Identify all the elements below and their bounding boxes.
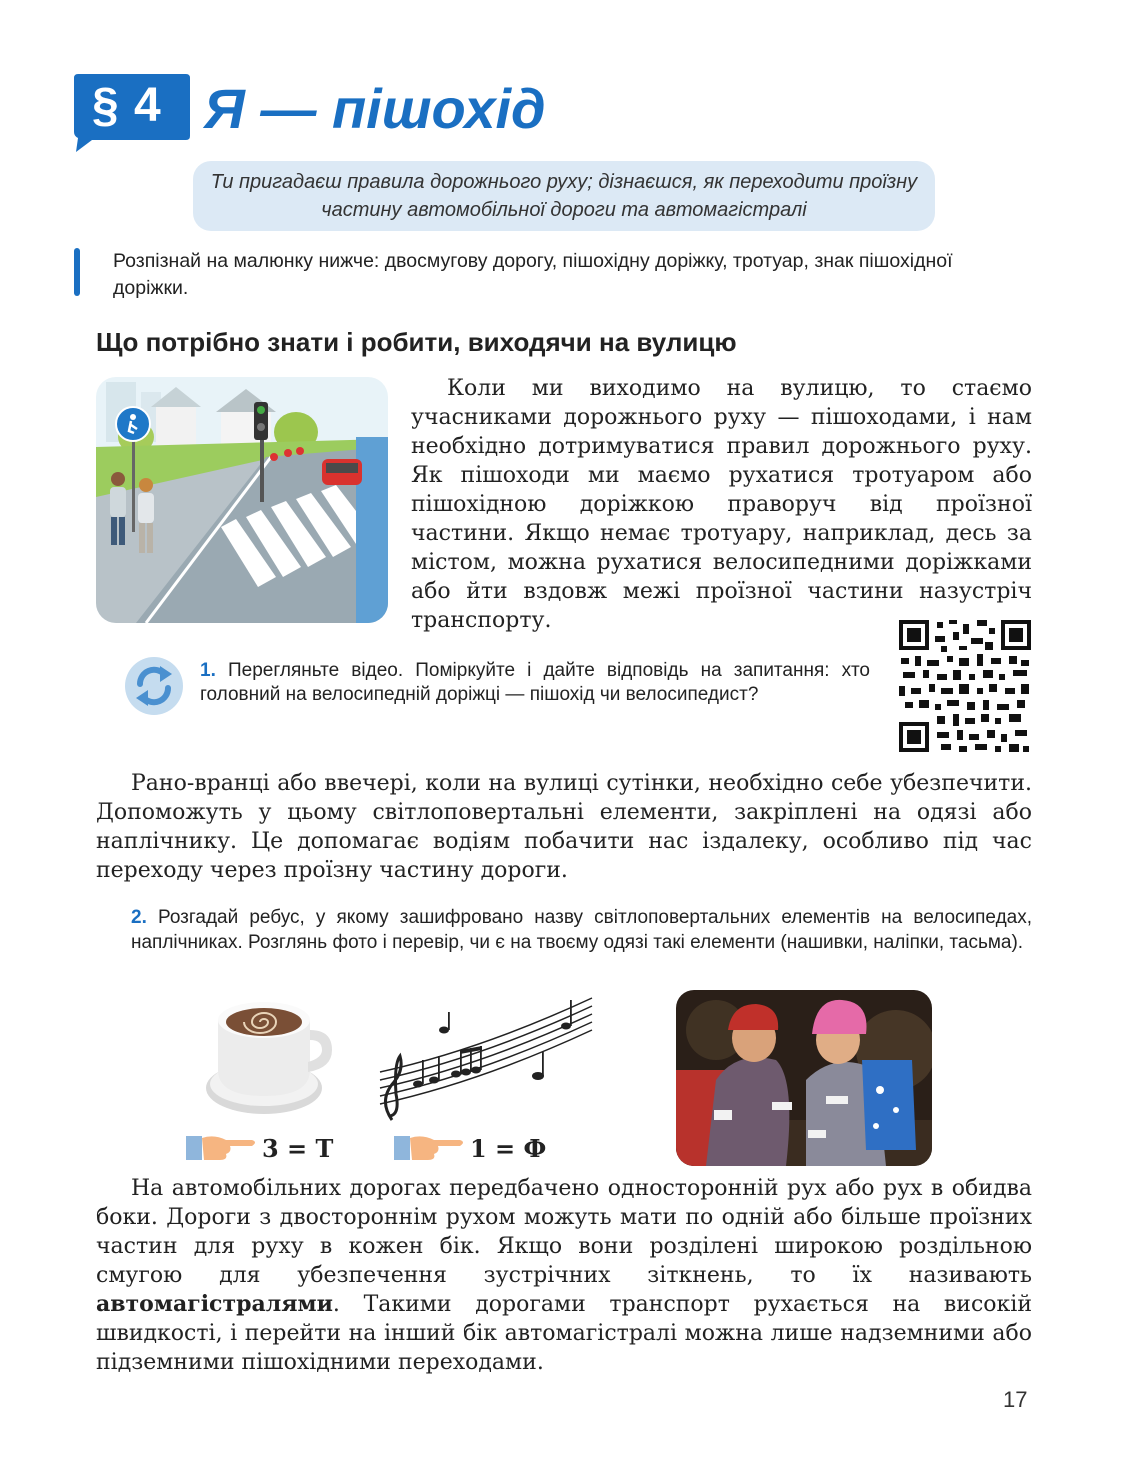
street-illustration [96, 377, 388, 623]
paragraph-3-after: . Такими дорогами транспорт рухається на високій швидкості, і перейти на інший бік автомагістралі можна лише надземними або підземними пішохідними переходами. [96, 1292, 1032, 1375]
intro-text: Ти пригадаєш правила дорожнього руху; дізнаєшся, як переходити проїзну частину автомобільної дороги та автомагістралі [210, 171, 918, 221]
pointing-hand-icon [394, 1130, 466, 1166]
task-text: Розпізнай на малюнку нижче: двосмугову дорогу, пішохідну доріжку, тротуар, знак пішохідної доріжки. [113, 250, 953, 299]
rebus-label-2: 1 = Ф [470, 1134, 547, 1163]
question-1-text: Перегляньте відео. Поміркуйте і дайте відповідь на запитання: хто головний на велосипедній доріжці — пішохід чи велосипедист? [200, 660, 871, 705]
pointing-hand-icon [186, 1130, 258, 1166]
question-2-text: Розгадай ребус, у якому зашифровано назву світлоповертальних елементів на велосипедах, наплічниках. Розглянь фото і перевір, чи є на твоєму одязі такі елементи (нашивки, наліпки, тасьма). [131, 907, 1033, 953]
cup-image [204, 996, 336, 1120]
qr-code[interactable] [897, 618, 1033, 754]
page-number: 17 [1003, 1387, 1028, 1412]
paragraph-2: Рано-вранці або ввечері, коли на вулиці сутінки, необхідно себе убезпечити. Допоможуть у цьому світлоповертальні елементи, закріплені на одязі або наплічнику. Це допомагає водіям побачити нас іздалеку, особливо під час переходу через проїзну частину дороги. [96, 771, 1032, 883]
question-2 [131, 905, 1032, 955]
refresh-icon [124, 656, 184, 716]
rebus-label-1: 3 = Т [262, 1134, 334, 1163]
paragraph-3 [96, 1174, 1032, 1377]
paragraph-1-text: Коли ми виходимо на вулицю, то стаємо учасниками дорожнього руху — пішоходами, і нам необхідно дотримуватися правил дорожнього руху. Як пішоходи ми маємо рухатися тротуаром або пішохідною доріжкою праворуч від проїзної частини. Якщо немає тротуару, наприклад, десь за містом, можна рухатися велосипедними доріжками або йти вздовж межі проїзної частини назустріч транспорту. [411, 376, 1032, 633]
question-1-number: 1. [200, 660, 216, 681]
task-marker [74, 248, 80, 296]
music-staff-image [370, 990, 596, 1132]
section-number: § 4 [92, 79, 162, 132]
page-title: Я — пішохід [204, 77, 546, 140]
paragraph-3-bold: автомагістралями [96, 1291, 333, 1317]
paragraph-3-before: На автомобільних дорогах передбачено односторонній рух або рух в обидва боки. Дороги з двостороннім рухом можуть мати по одній або більше проїзних частин для руху в кожен бік. Якщо вони розділені широкою роздільною смугою для убезпечення зустрічних зіткнень, то їх називають [96, 1176, 1032, 1288]
section-heading: Що потрібно знати і робити, виходячи на вулицю [96, 327, 737, 357]
children-photo [676, 990, 932, 1166]
question-1 [200, 659, 870, 707]
question-2-number: 2. [131, 907, 147, 928]
paragraph-1 [411, 374, 1032, 635]
